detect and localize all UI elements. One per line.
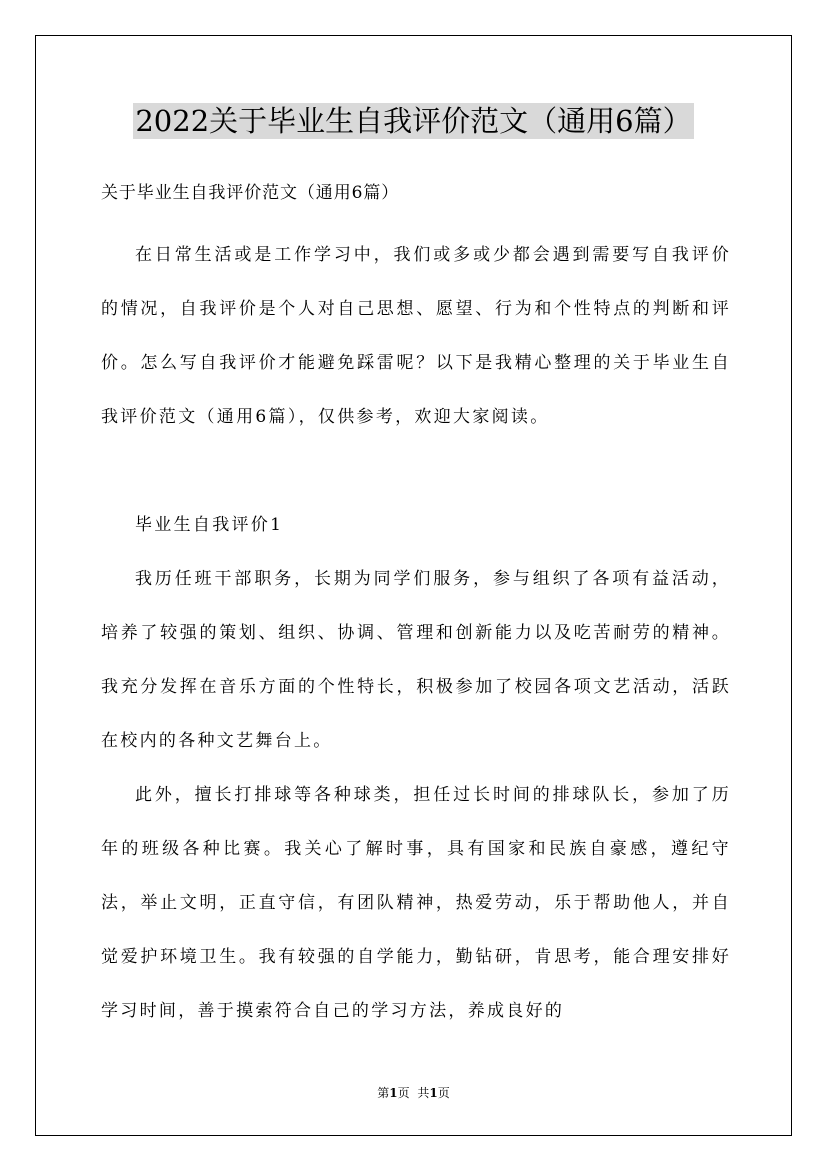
intro-paragraph: 在日常生活或是工作学习中，我们或多或少都会遇到需要写自我评价的情况，自我评价是个人对自己思想、愿望、行为和个性特点的判断和评价。怎么写自我评价才能避免踩雷呢？以下是我精心整理的关于毕业生自我评价范文（通用6篇），仅供参考，欢迎大家阅读。 <box>101 245 731 427</box>
document-title <box>0 102 827 140</box>
body-paragraph: 我历任班干部职务，长期为同学们服务，参与组织了各项有益活动，培养了较强的策划、组织、协调、管理和创新能力以及吃苦耐劳的精神。我充分发挥在音乐方面的个性特长，积极参加了校园各项文艺活动，活跃在校内的各种文艺舞台上。 <box>101 569 731 751</box>
page-prefix: 第 <box>377 1086 390 1100</box>
total-unit: 页 <box>437 1086 450 1100</box>
section-heading: 毕业生自我评价1 <box>135 515 284 535</box>
page-footer <box>0 1084 827 1101</box>
document-subtitle: 关于毕业生自我评价范文（通用6篇） <box>101 183 400 203</box>
total-prefix: 共 <box>417 1086 430 1100</box>
document-body <box>101 228 731 1038</box>
total-pages: 1 <box>429 1086 438 1100</box>
page-unit: 页 <box>397 1086 410 1100</box>
body-paragraph: 此外，擅长打排球等各种球类，担任过长时间的排球队长，参加了历年的班级各种比赛。我关心了解时事，具有国家和民族自豪感，遵纪守法，举止文明，正直守信，有团队精神，热爱劳动，乐于帮助他人，并自觉爱护环境卫生。我有较强的自学能力，勤钻研，肯思考，能合理安排好学习时间，善于摸索符合自己的学习方法，养成良好的 <box>101 785 731 1021</box>
title-text: 2022关于毕业生自我评价范文（通用6篇） <box>135 104 692 138</box>
page-number: 1 <box>389 1086 398 1100</box>
